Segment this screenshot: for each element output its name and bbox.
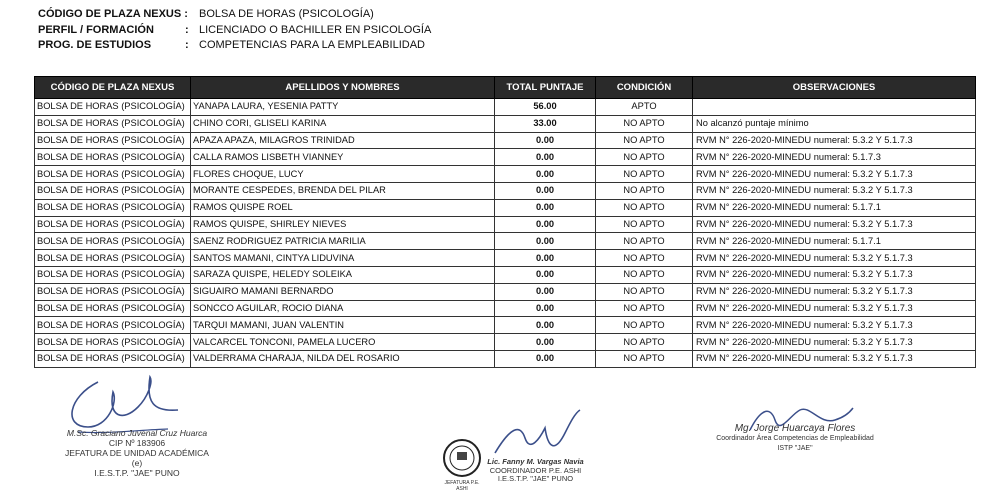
cell-puntaje: 0.00 [495,216,596,233]
cell-condicion: NO APTO [596,317,693,334]
cell-condicion: NO APTO [596,182,693,199]
cell-observacion: RVM N° 226-2020-MINEDU numeral: 5.3.2 Y 5.1.7.3 [693,216,976,233]
signature-left [62,428,212,478]
signature-left-line3: JEFATURA DE UNIDAD ACADÉMICA (e) [65,448,209,468]
cell-observacion: RVM N° 226-2020-MINEDU numeral: 5.3.2 Y 5.1.7.3 [693,334,976,351]
perfil-value: LICENCIADO O BACHILLER EN PSICOLOGÍA [199,23,432,36]
prog-row [38,38,431,54]
cell-puntaje: 0.00 [495,182,596,199]
cell-plaza: BOLSA DE HORAS (PSICOLOGÍA) [35,283,191,300]
cell-observacion: RVM N° 226-2020-MINEDU numeral: 5.3.2 Y 5.1.7.3 [693,317,976,334]
cell-puntaje: 0.00 [495,149,596,166]
cell-condicion: NO APTO [596,350,693,367]
cell-plaza: BOLSA DE HORAS (PSICOLOGÍA) [35,182,191,199]
cell-observacion: RVM N° 226-2020-MINEDU numeral: 5.1.7.1 [693,233,976,250]
cell-puntaje: 0.00 [495,300,596,317]
cell-plaza: BOLSA DE HORAS (PSICOLOGÍA) [35,166,191,183]
cell-nombre: CHINO CORI, GLISELI KARINA [191,115,495,132]
cell-plaza: BOLSA DE HORAS (PSICOLOGÍA) [35,99,191,116]
cell-plaza: BOLSA DE HORAS (PSICOLOGÍA) [35,300,191,317]
col-header-condicion: CONDICIÓN [596,77,693,99]
table-row [35,250,976,267]
cell-plaza: BOLSA DE HORAS (PSICOLOGÍA) [35,115,191,132]
signature-center-line2: COORDINADOR P.E. ASHI [489,465,582,475]
table-row [35,283,976,300]
cell-condicion: NO APTO [596,266,693,283]
cell-puntaje: 0.00 [495,334,596,351]
signature-center-line3: I.E.S.T.P. "JAE" PUNO [497,474,574,483]
col-header-observaciones: OBSERVACIONES [693,77,976,99]
cell-puntaje: 0.00 [495,166,596,183]
table-row [35,99,976,116]
signature-left-line2: CIP Nº 183906 [108,438,166,448]
cell-nombre: CALLA RAMOS LISBETH VIANNEY [191,149,495,166]
table-row [35,350,976,367]
table-row [35,334,976,351]
cell-plaza: BOLSA DE HORAS (PSICOLOGÍA) [35,334,191,351]
col-header-plaza: CÓDIGO DE PLAZA NEXUS [35,77,191,99]
table-row [35,233,976,250]
cell-nombre: VALCARCEL TONCONI, PAMELA LUCERO [191,334,495,351]
cell-nombre: YANAPA LAURA, YESENIA PATTY [191,99,495,116]
cell-condicion: NO APTO [596,300,693,317]
table-header-row [35,77,976,99]
institution-seal-icon [442,438,482,478]
cell-plaza: BOLSA DE HORAS (PSICOLOGÍA) [35,266,191,283]
cell-observacion: RVM N° 226-2020-MINEDU numeral: 5.3.2 Y 5.1.7.3 [693,250,976,267]
prog-value: COMPETENCIAS PARA LA EMPLEABILIDAD [199,39,425,51]
cell-puntaje: 0.00 [495,250,596,267]
cell-observacion: RVM N° 226-2020-MINEDU numeral: 5.3.2 Y 5.1.7.3 [693,266,976,283]
table-row [35,266,976,283]
table-row [35,300,976,317]
cell-observacion: No alcanzó puntaje mínimo [693,115,976,132]
cell-nombre: VALDERRAMA CHARAJA, NILDA DEL ROSARIO [191,350,495,367]
prog-sep: : [185,39,189,51]
cell-nombre: SIGUAIRO MAMANI BERNARDO [191,283,495,300]
document-header [38,7,431,54]
cell-condicion: NO APTO [596,132,693,149]
cell-plaza: BOLSA DE HORAS (PSICOLOGÍA) [35,233,191,250]
plaza-label: CÓDIGO DE PLAZA NEXUS : [38,8,188,20]
cell-observacion: RVM N° 226-2020-MINEDU numeral: 5.1.7.1 [693,199,976,216]
cell-nombre: TARQUI MAMANI, JUAN VALENTIN [191,317,495,334]
cell-condicion: NO APTO [596,334,693,351]
table-body [35,99,976,368]
cell-puntaje: 0.00 [495,199,596,216]
cell-observacion: RVM N° 226-2020-MINEDU numeral: 5.3.2 Y 5.1.7.3 [693,350,976,367]
table-row [35,317,976,334]
cell-condicion: APTO [596,99,693,116]
cell-condicion: NO APTO [596,216,693,233]
cell-observacion: RVM N° 226-2020-MINEDU numeral: 5.3.2 Y 5.1.7.3 [693,166,976,183]
cell-nombre: MORANTE CESPEDES, BRENDA DEL PILAR [191,182,495,199]
cell-nombre: SANTOS MAMANI, CINTYA LIDUVINA [191,250,495,267]
cell-observacion: RVM N° 226-2020-MINEDU numeral: 5.3.2 Y 5.1.7.3 [693,283,976,300]
cell-puntaje: 0.00 [495,266,596,283]
cell-condicion: NO APTO [596,166,693,183]
cell-plaza: BOLSA DE HORAS (PSICOLOGÍA) [35,216,191,233]
cell-plaza: BOLSA DE HORAS (PSICOLOGÍA) [35,250,191,267]
cell-nombre: APAZA APAZA, MILAGROS TRINIDAD [191,132,495,149]
cell-condicion: NO APTO [596,149,693,166]
table-row [35,216,976,233]
cell-nombre: SONCCO AGUILAR, ROCIO DIANA [191,300,495,317]
cell-plaza: BOLSA DE HORAS (PSICOLOGÍA) [35,132,191,149]
cell-plaza: BOLSA DE HORAS (PSICOLOGÍA) [35,199,191,216]
cell-plaza: BOLSA DE HORAS (PSICOLOGÍA) [35,317,191,334]
table-row [35,166,976,183]
cell-nombre: RAMOS QUISPE ROEL [191,199,495,216]
signature-center-name: Lic. Fanny M. Vargas Navia [487,457,584,466]
table-row [35,182,976,199]
cell-observacion: RVM N° 226-2020-MINEDU numeral: 5.1.7.3 [693,149,976,166]
cell-puntaje: 0.00 [495,132,596,149]
results-table [34,76,976,368]
perfil-row [38,23,431,39]
signature-right-line3: ISTP "JAE" [777,445,813,452]
cell-observacion: RVM N° 226-2020-MINEDU numeral: 5.3.2 Y 5.1.7.3 [693,182,976,199]
cell-puntaje: 0.00 [495,350,596,367]
col-header-nombres: APELLIDOS Y NOMBRES [191,77,495,99]
cell-puntaje: 0.00 [495,233,596,250]
plaza-value: BOLSA DE HORAS (PSICOLOGÍA) [199,8,374,20]
cell-condicion: NO APTO [596,199,693,216]
signature-right [705,424,885,454]
cell-condicion: NO APTO [596,115,693,132]
cell-observacion: RVM N° 226-2020-MINEDU numeral: 5.3.2 Y 5.1.7.3 [693,300,976,317]
cell-puntaje: 56.00 [495,99,596,116]
signature-right-line2: Coordinador Área Competencias de Empleabilidad [716,435,874,442]
cell-condicion: NO APTO [596,233,693,250]
cell-observacion [693,99,976,116]
cell-condicion: NO APTO [596,250,693,267]
table-row [35,132,976,149]
cell-nombre: SARAZA QUISPE, HELEDY SOLEIKA [191,266,495,283]
cell-observacion: RVM N° 226-2020-MINEDU numeral: 5.3.2 Y 5.1.7.3 [693,132,976,149]
cell-nombre: RAMOS QUISPE, SHIRLEY NIEVES [191,216,495,233]
cell-nombre: SAENZ RODRIGUEZ PATRICIA MARILIA [191,233,495,250]
cell-puntaje: 33.00 [495,115,596,132]
cell-plaza: BOLSA DE HORAS (PSICOLOGÍA) [35,350,191,367]
table-row [35,149,976,166]
signature-right-name: Mg. Jorge Huarcaya Flores [734,423,856,434]
table-row [35,199,976,216]
cell-plaza: BOLSA DE HORAS (PSICOLOGÍA) [35,149,191,166]
signature-center [478,458,593,484]
table-row [35,115,976,132]
perfil-label: PERFIL / FORMACIÓN [38,23,154,36]
cell-puntaje: 0.00 [495,283,596,300]
perfil-sep: : [185,23,189,36]
seal-text: JEFATURA P.E. ASHI [444,480,480,492]
cell-nombre: FLORES CHOQUE, LUCY [191,166,495,183]
cell-puntaje: 0.00 [495,317,596,334]
col-header-puntaje: TOTAL PUNTAJE [495,77,596,99]
signature-left-line4: I.E.S.T.P. "JAE" PUNO [94,468,180,478]
prog-label: PROG. DE ESTUDIOS [38,39,152,51]
cell-condicion: NO APTO [596,283,693,300]
signature-left-name: M.Sc. Graciano Juvenal Cruz Huarca [66,428,208,438]
plaza-row [38,7,431,23]
